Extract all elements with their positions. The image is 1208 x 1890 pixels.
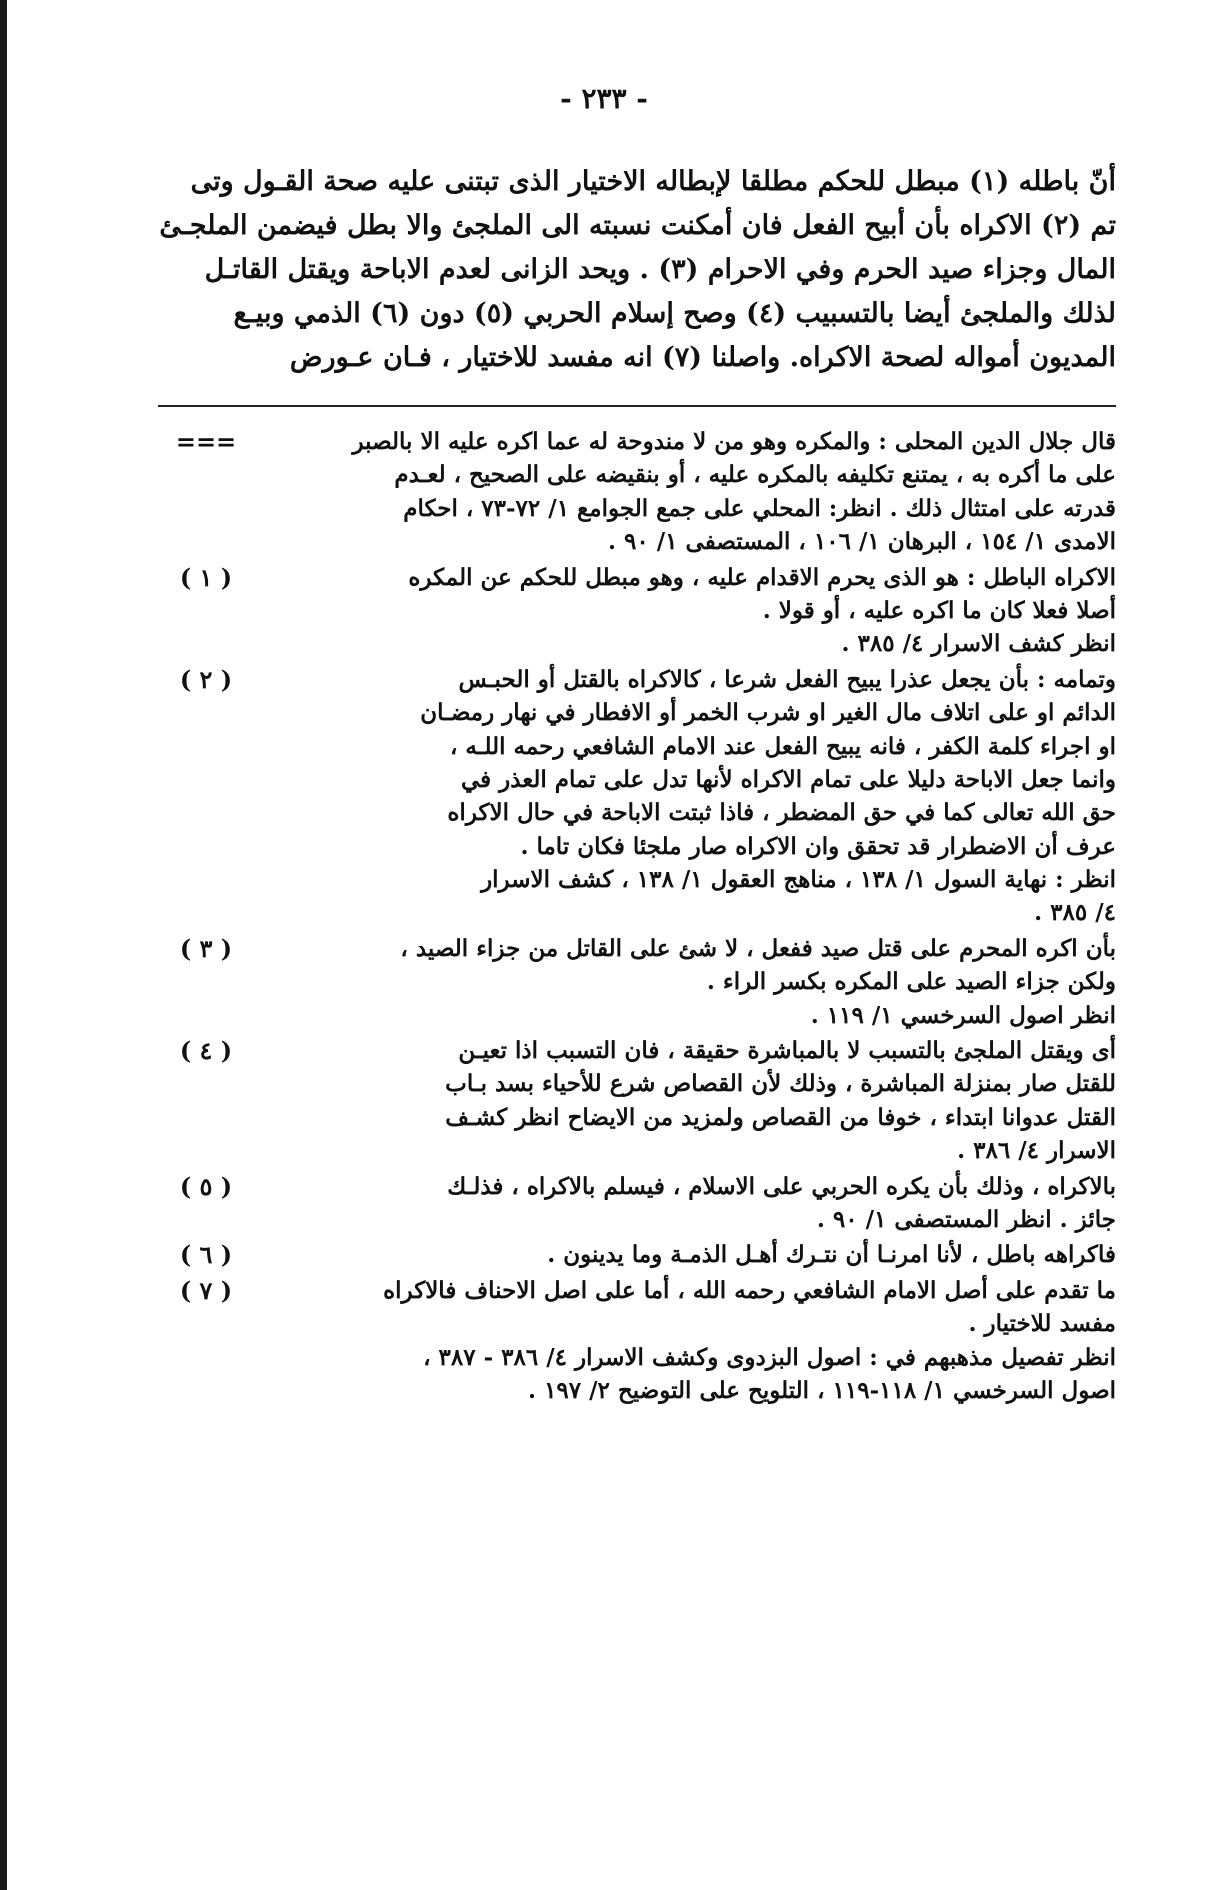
footnote-line: بأن اكره المحرم على قتل صيد ففعل ، لا شئ على القاتل من جزاء الصيد ، [400, 934, 1116, 962]
main-text-line: أنّ باطله (١) مبطل للحكم مطلقا لإبطاله الاختيار الذى تبتنى عليه صحة القـول وتى [190, 166, 1116, 197]
footnote-marker: ( ٢ ) [179, 664, 233, 694]
footnote-line: اصول السرخسي ١/ ١١٨-١١٩ ، التلويح على التوضيح ٢/ ١٩٧ . [528, 1376, 1116, 1404]
footnote-line: انظر تفصيل مذهبهم في : اصول البزدوى وكشف الاسرار ٤/ ٣٨٦ - ٣٨٧ ، [423, 1343, 1116, 1371]
footnote [150, 663, 1116, 930]
main-text-line: المال وجزاء صيد الحرم وفي الاحرام (٣) . ويحد الزانى لعدم الاباحة ويقتل القاتـل [204, 254, 1116, 285]
footnote-line: وتمامه : بأن يجعل عذرا يبيح الفعل شرعا ، كالاكراه بالقتل أو الحبـس [458, 665, 1116, 693]
footnote-marker: ( ١ ) [179, 562, 233, 592]
footnote-line: حق الله تعالى كما في حق المضطر ، فاذا ثبتت الاباحة في حال الاكراه [447, 799, 1116, 827]
footnote-line: للقتل صار بمنزلة المباشرة ، وذلك لأن القصاص شرع للأحياء بسد بـاب [445, 1070, 1116, 1098]
footnote-body [256, 561, 1116, 661]
footnote-line: عرف أن الاضطرار قد تحقق وان الاكراه صار ملجئا فكان تاما . [520, 832, 1116, 860]
footnote-line: القتل عدوانا ابتداء ، خوفا من القصاص ولمزيد من الايضاح انظر كشـف [445, 1103, 1116, 1131]
footnote-line: أى ويقتل الملجئ بالتسبب لا بالمباشرة حقيقة ، فان التسبب اذا تعيـن [458, 1037, 1116, 1065]
footnote [150, 1274, 1116, 1408]
footnote-marker: ( ٧ ) [179, 1275, 233, 1305]
footnote-body [256, 663, 1116, 930]
footnote-line: ولكن جزاء الصيد على المكره بكسر الراء . [706, 968, 1116, 996]
footnote-line: أصلا فعلا كان ما اكره عليه ، أو قولا . [762, 596, 1116, 624]
main-text-line: المديون أمواله لصحة الاكراه. واصلنا (٧) انه مفسد للاختيار ، فـان عـورض [289, 342, 1116, 373]
footnote-line: انظر : نهاية السول ١/ ١٣٨ ، مناهج العقول ١/ ١٣٨ ، كشف الاسرار [481, 866, 1116, 894]
footnote-body [256, 932, 1116, 1032]
footnote-line: انظر كشف الاسرار ٤/ ٣٨٥ . [841, 630, 1116, 658]
main-text [150, 160, 1116, 380]
footnote-body [256, 1034, 1116, 1168]
page-number: - ٢٣٣ - [560, 82, 648, 115]
scan-edge [0, 0, 7, 1890]
footnote-line: قدرته على امتثال ذلك . انظر: المحلي على جمع الجوامع ١/ ٧٢-٧٣ ، احكام [403, 494, 1116, 522]
footnote-line: فاكراهه باطل ، لأنا امرنـا أن نتـرك أهـل الذمـة وما يدينون . [547, 1241, 1116, 1269]
footnote-marker: === [175, 427, 237, 456]
footnote-line: الدائم او على اتلاف مال الغير او شرب الخمر أو الافطار في نهار رمضـان [420, 699, 1116, 727]
footnote [150, 561, 1116, 661]
footnote [150, 1170, 1116, 1237]
footnote-marker: ( ٣ ) [179, 933, 233, 963]
footnote-body [256, 1238, 1116, 1271]
main-text-line: لذلك والملجئ أيضا بالتسبيب (٤) وصح إسلام الحربي (٥) دون (٦) الذمي وبيـع [233, 298, 1116, 329]
footnote [150, 425, 1116, 559]
footnote-body [256, 425, 1116, 559]
footnote-line: او اجراء كلمة الكفر ، فانه يبيح الفعل عند الامام الشافعي رحمه اللـه ، [449, 732, 1116, 760]
footnote [150, 1238, 1116, 1271]
footnote-marker: ( ٤ ) [179, 1036, 233, 1066]
footnote-body [256, 1170, 1116, 1237]
footnote-line: الاكراه الباطل : هو الذى يحرم الاقدام عليه ، وهو مبطل للحكم عن المكره [408, 563, 1116, 591]
footnote-line: الامدى ١/ ١٥٤ ، البرهان ١/ ١٠٦ ، المستصفى ١/ ٩٠ . [608, 528, 1116, 556]
footnote-line: الاسرار ٤/ ٣٨٦ . [957, 1137, 1116, 1165]
footnote-line: على ما أكره به ، يمتنع تكليفه بالمكره عليه ، أو بنقيضه على الصحيح ، لعـدم [394, 461, 1116, 489]
main-text-line: تم (٢) الاكراه بأن أبيح الفعل فان أمكنت نسبته الى الملجئ والا بطل فيضمن الملجـئ [159, 210, 1116, 241]
footnote-line: وانما جعل الاباحة دليلا على تمام الاكراه لأنها تدل على تمام العذر في [460, 765, 1116, 793]
footnote-line: بالاكراه ، وذلك بأن يكره الحربي على الاسلام ، فيسلم بالاكراه ، فذلـك [447, 1172, 1116, 1200]
footnote [150, 932, 1116, 1032]
footnote-separator [158, 405, 1116, 407]
footnote-marker: ( ٥ ) [179, 1171, 233, 1201]
footnote [150, 1034, 1116, 1168]
footnote-line: مفسد للاختيار . [968, 1310, 1116, 1338]
footnote-line: جائز . انظر المستصفى ١/ ٩٠ . [816, 1205, 1116, 1233]
footnote-line: ٤/ ٣٨٥ . [1034, 899, 1116, 927]
footnotes [150, 425, 1116, 1409]
footnote-line: ما تقدم على أصل الامام الشافعي رحمه الله ، أما على اصل الاحناف فالاكراه [383, 1276, 1116, 1304]
footnote-body [256, 1274, 1116, 1408]
footnote-line: قال جلال الدين المحلى : والمكره وهو من لا مندوحة له عما اكره عليه الا بالصبر [352, 428, 1116, 455]
footnote-line: انظر اصول السرخسي ١/ ١١٩ . [810, 1001, 1116, 1029]
footnote-marker: ( ٦ ) [179, 1240, 233, 1270]
